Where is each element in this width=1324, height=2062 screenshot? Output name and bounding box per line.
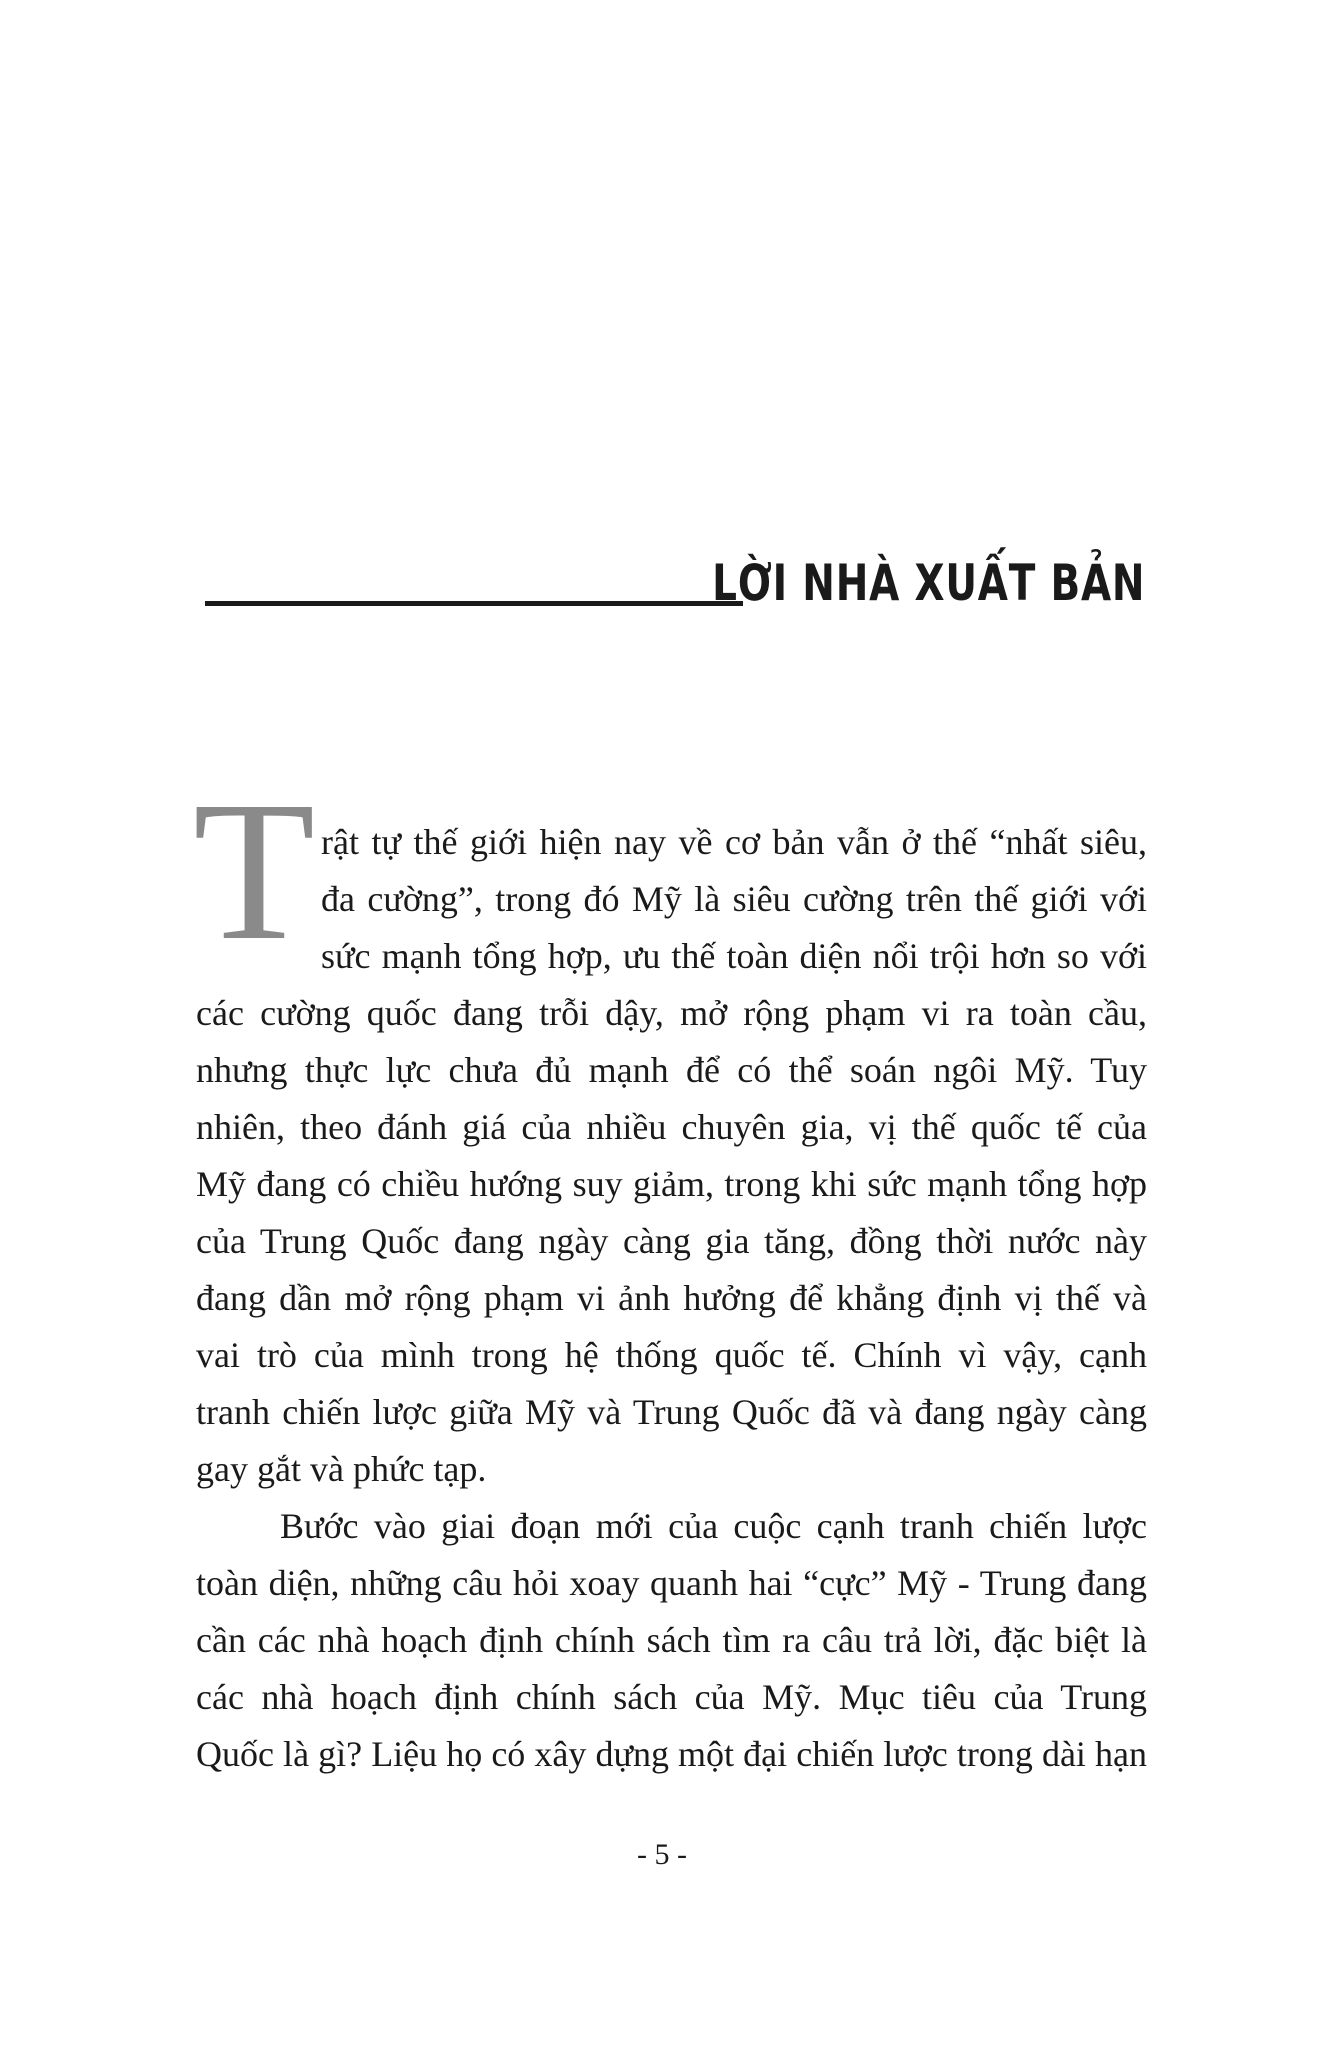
text-line: của Trung Quốc đang ngày càng gia tăng, đồng thời nước này bbox=[196, 1221, 1147, 1261]
text-line: Mỹ đang có chiều hướng suy giảm, trong khi sức mạnh tổng hợp bbox=[196, 1164, 1147, 1204]
heading-rule bbox=[205, 601, 743, 606]
text-line: Quốc là gì? Liệu họ có xây dựng một đại chiến lược trong dài hạn bbox=[196, 1734, 1147, 1774]
text-line: cần các nhà hoạch định chính sách tìm ra câu trả lời, đặc biệt là bbox=[196, 1620, 1147, 1660]
text-line: các cường quốc đang trỗi dậy, mở rộng phạm vi ra toàn cầu, bbox=[196, 993, 1147, 1033]
chapter-title: LỜI NHÀ XUẤT BẢN bbox=[711, 554, 1145, 612]
text-line: tranh chiến lược giữa Mỹ và Trung Quốc đã và đang ngày càng bbox=[196, 1392, 1147, 1432]
text-line: vai trò của mình trong hệ thống quốc tế. Chính vì vậy, cạnh bbox=[196, 1335, 1147, 1375]
text-line: rật tự thế giới hiện nay về cơ bản vẫn ở thế “nhất siêu, bbox=[321, 822, 1147, 862]
chapter-heading bbox=[205, 548, 1145, 618]
text-line: nhiên, theo đánh giá của nhiều chuyên gia, vị thế quốc tế của bbox=[196, 1107, 1147, 1147]
text-line: đa cường”, trong đó Mỹ là siêu cường trên thế giới với bbox=[321, 879, 1147, 919]
page-number: - 5 - bbox=[637, 1838, 687, 1871]
text-line: Bước vào giai đoạn mới của cuộc cạnh tranh chiến lược bbox=[280, 1506, 1147, 1546]
text-line: nhưng thực lực chưa đủ mạnh để có thể soán ngôi Mỹ. Tuy bbox=[196, 1050, 1147, 1090]
text-line: toàn diện, những câu hỏi xoay quanh hai “cực” Mỹ - Trung đang bbox=[196, 1563, 1147, 1603]
text-line: sức mạnh tổng hợp, ưu thế toàn diện nổi trội hơn so với bbox=[321, 936, 1147, 976]
text-line: các nhà hoạch định chính sách của Mỹ. Mục tiêu của Trung bbox=[196, 1677, 1147, 1717]
text-line: gay gắt và phức tạp. bbox=[196, 1449, 487, 1489]
text-line: đang dần mở rộng phạm vi ảnh hưởng để khẳng định vị thế và bbox=[196, 1278, 1147, 1318]
drop-cap-letter: T bbox=[193, 761, 316, 982]
